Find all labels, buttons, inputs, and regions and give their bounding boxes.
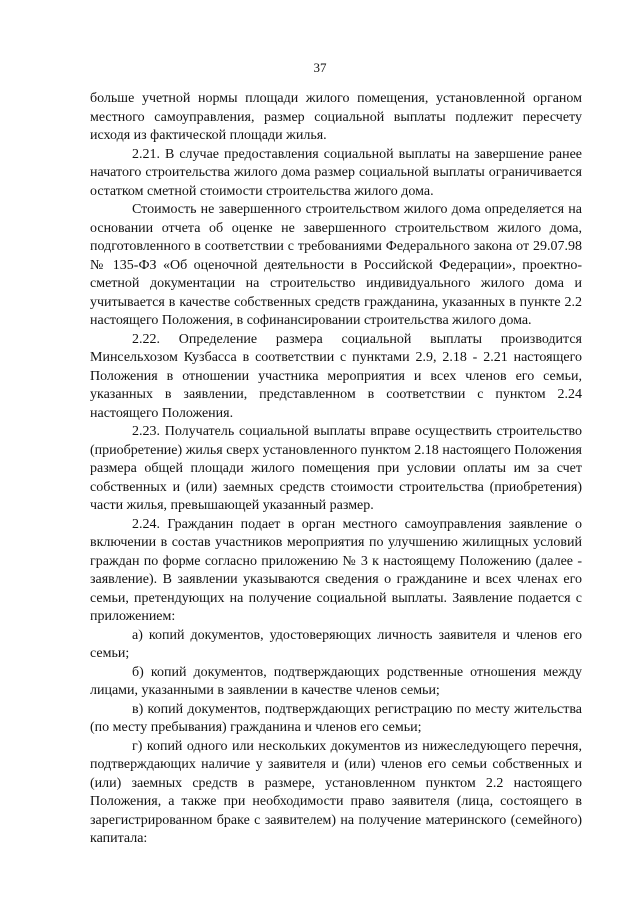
paragraph-continuation: больше учетной нормы площади жилого помещения, установленной органом местного самоуправления, размер социальной выплаты подлежит пересчету исходя из фактической площади жилья.	[90, 91, 582, 143]
list-item-a: а) копий документов, удостоверяющих личность заявителя и членов его семьи;	[90, 627, 582, 661]
paragraph-2-22: 2.22. Определение размера социальной выплаты производится Минсельхозом Кузбасса в соответствии с пунктами 2.9, 2.18 - 2.21 настоящего Положения в отношении участника мероприятия и всех членов его семьи, указанных в заявлении, представленном в соответствии с пунктом 2.24 настоящего Положения.	[90, 331, 582, 421]
list-item-b: б) копий документов, подтверждающих родственные отношения между лицами, указанными в заявлении в качестве членов семьи;	[90, 664, 582, 698]
page-number: 37	[313, 60, 327, 75]
list-item-v: в) копий документов, подтверждающих регистрацию по месту жительства (по месту пребывания) гражданина и членов его семьи;	[90, 701, 582, 735]
paragraph-2-21: 2.21. В случае предоставления социальной выплаты на завершение ранее начатого строительства жилого дома размер социальной выплаты ограничивается остатком сметной стоимости строительства жилого дома.	[90, 146, 582, 199]
paragraph-2-23: 2.23. Получатель социальной выплаты вправе осуществить строительство (приобретение) жилья сверх установленного пунктом 2.18 настоящего Положения размера общей площади жилого помещения при условии оплаты им за счет собственных и (или) заемных средств стоимости строительства (приобретения) части жилья, превышающей указанный размер.	[90, 424, 582, 513]
document-body	[90, 90, 582, 849]
list-item-g: г) копий одного или нескольких документов из нижеследующего перечня, подтверждающих наличие у заявителя и (или) членов его семьи собственных и (или) заемных средств в размере, установленном пунктом 2.2 настоящего Положения, а также при необходимости право заявителя (лица, состоящего в зарегистрированном браке с заявителем) на получение материнского (семейного) капитала:	[90, 738, 582, 846]
paragraph-cost-estimate: Стоимость не завершенного строительством жилого дома определяется на основании отчета об оценке не завершенного строительством жилого дома, подготовленного в соответствии с требованиями Федерального закона от 29.07.98 № 135-ФЗ «Об оценочной деятельности в Российской Федерации», проектно-сметной документации на строительство индивидуального жилого дома и учитывается в качестве собственных средств гражданина, указанных в пункте 2.2 настоящего Положения, в софинансировании строительства жилого дома.	[90, 202, 582, 328]
paragraph-2-24: 2.24. Гражданин подает в орган местного самоуправления заявление о включении в состав участников мероприятия по улучшению жилищных условий граждан по форме согласно приложению № 3 к настоящему Положению (далее - заявление). В заявлении указываются сведения о гражданине и всех членах его семьи, претендующих на получение социальной выплаты. Заявление подается с приложением:	[90, 516, 582, 624]
